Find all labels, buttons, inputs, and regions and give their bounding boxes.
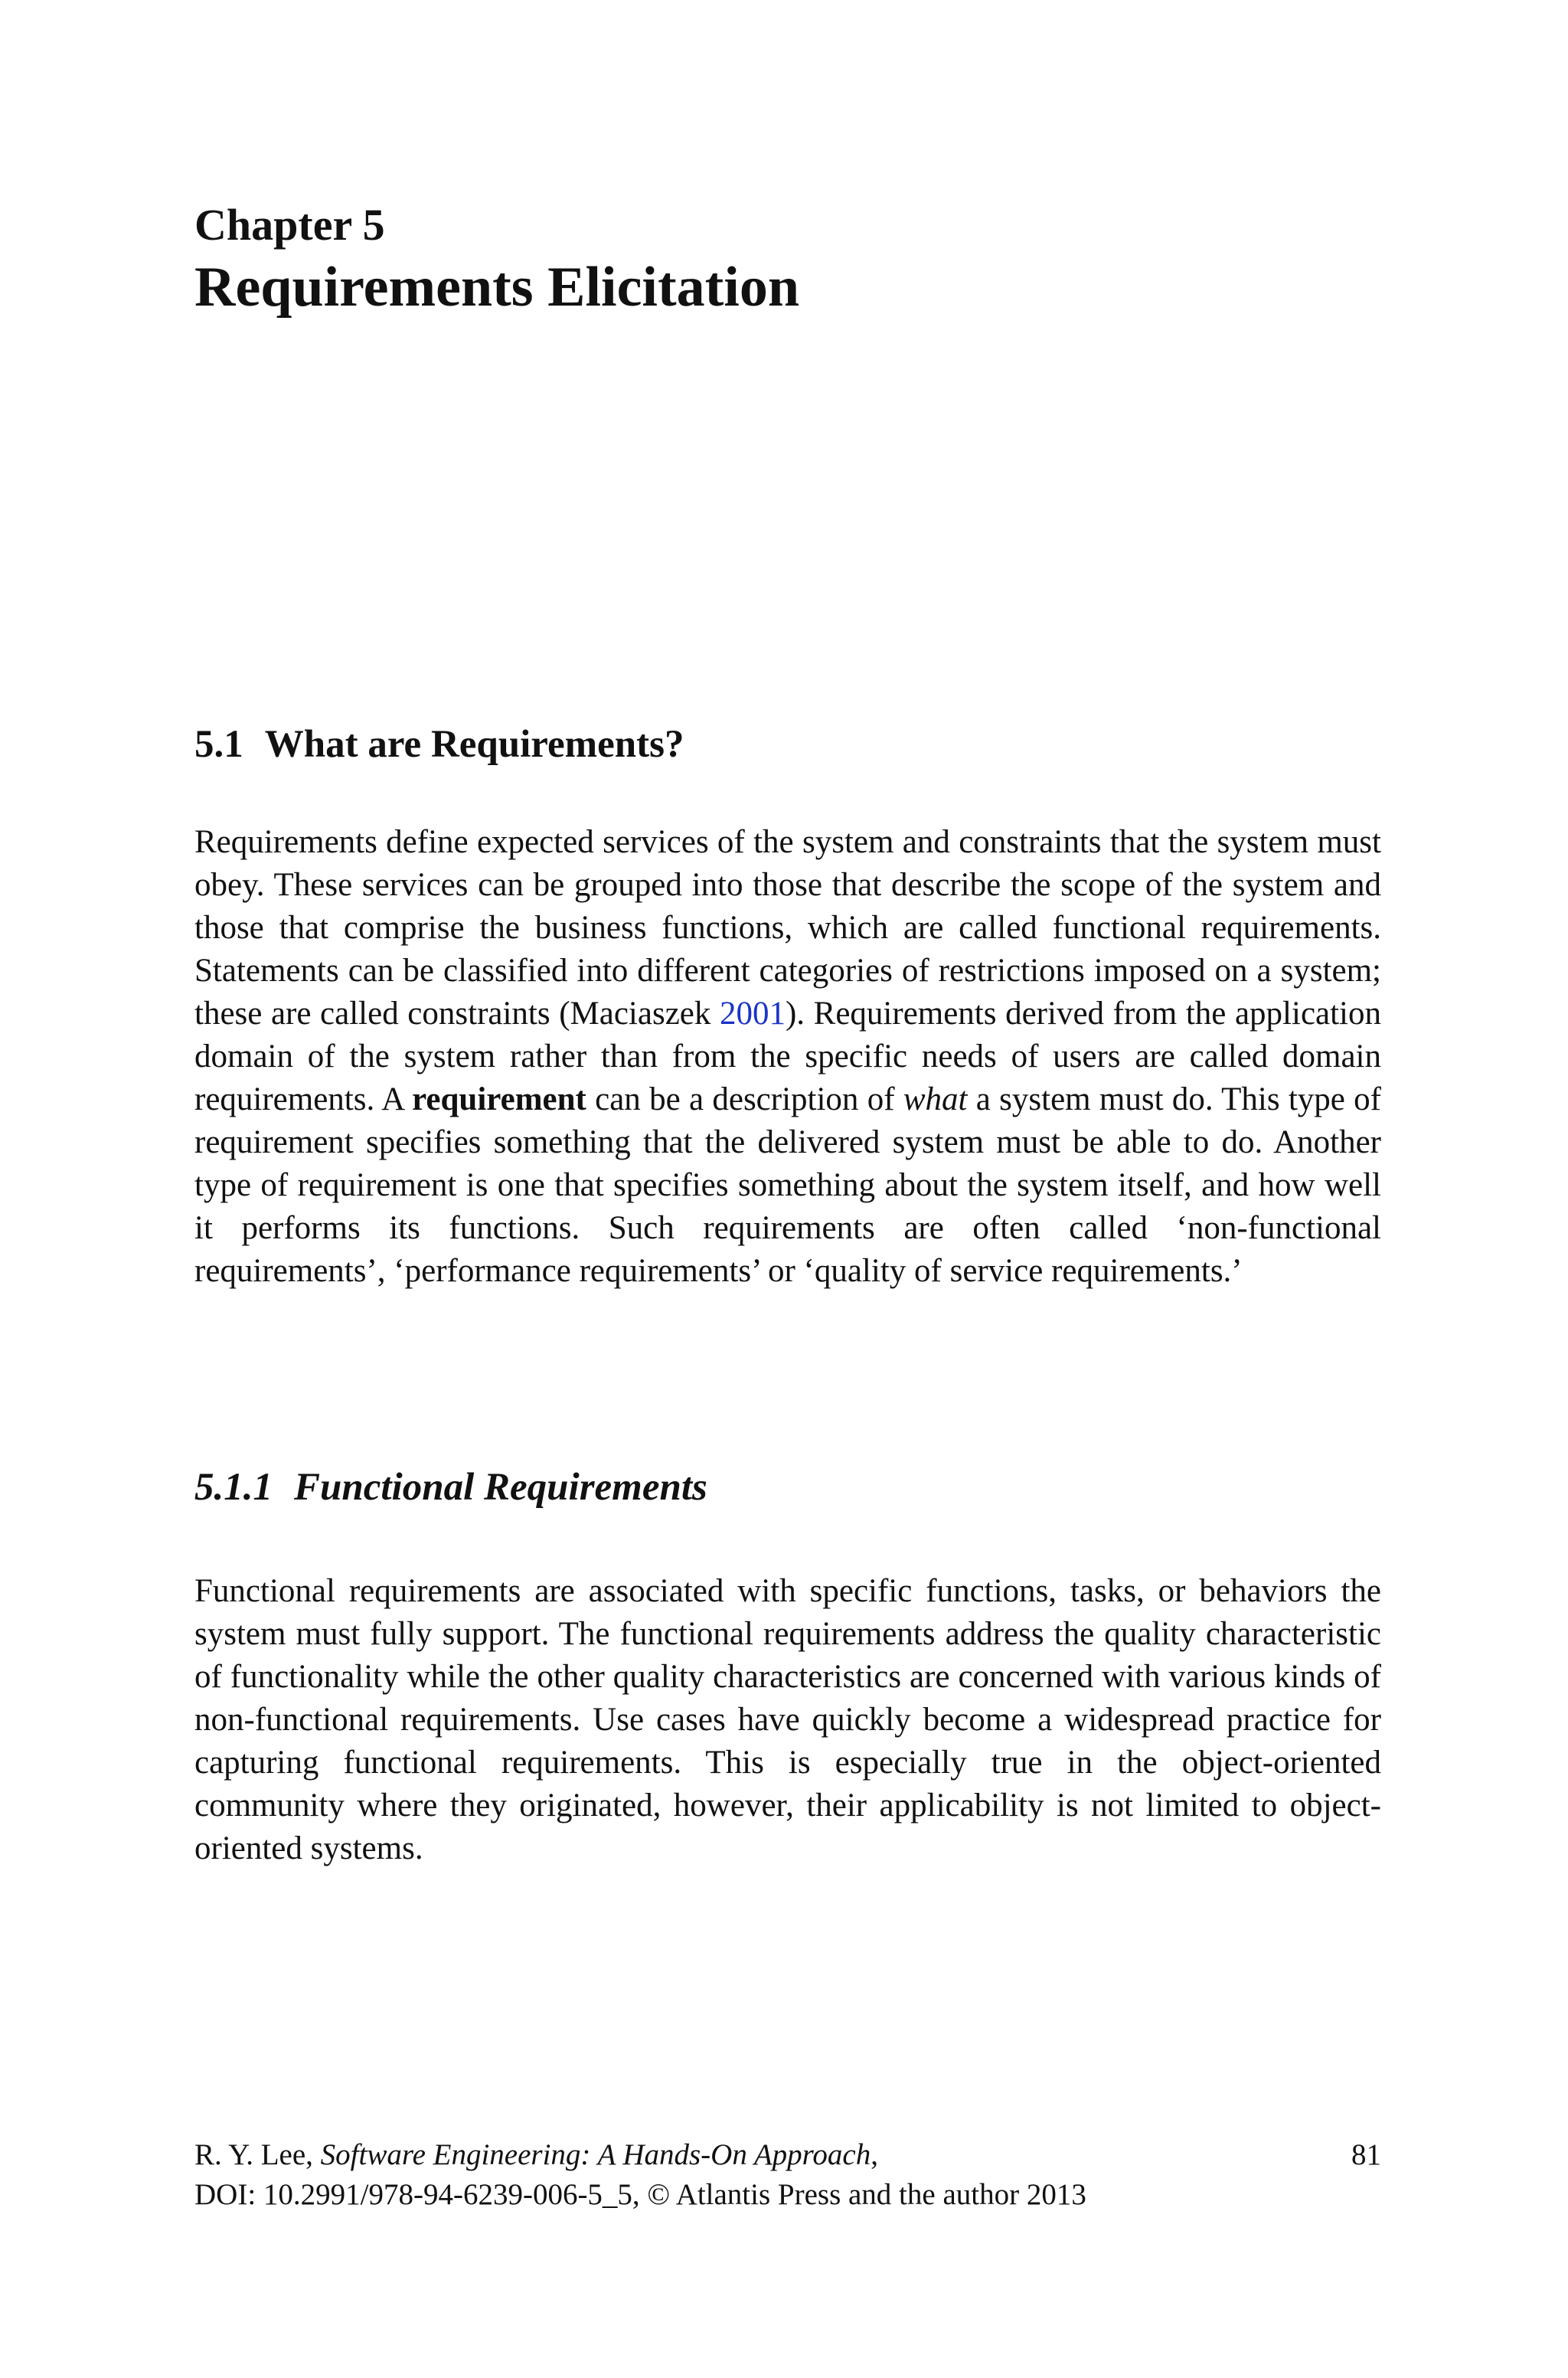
chapter-title: Requirements Elicitation [194, 256, 799, 319]
bold-term: requirement [412, 1081, 586, 1117]
chapter-header [194, 198, 799, 322]
chapter-label: Chapter 5 [194, 200, 385, 250]
page-footer [194, 2135, 1381, 2215]
paragraph-text: can be a description of [586, 1081, 903, 1117]
paragraph-text: ). Requirements derived from the application domain of the system rather than from the specific needs of users are called domain requirements. A [194, 996, 1382, 1117]
paragraph-text: a system must do. This type of requirement specifies something that the delivered system must be able to do. Another type of requirement is one that specifies something about the system itself, and how well it performs its functions. Such requirements are often called ‘non-functional requirements’, ‘performance requirements’ or ‘quality of service requirements.’ [194, 1081, 1381, 1289]
footer-citation-line [194, 2135, 1381, 2175]
italic-term: what [903, 1081, 968, 1117]
footer-author: R. Y. Lee, [194, 2138, 321, 2171]
section-number: 5.1 [194, 723, 243, 766]
section-5-1-paragraph [194, 821, 1381, 1293]
section-heading-5-1-1 [194, 1464, 707, 1510]
citation-link[interactable]: 2001 [719, 996, 786, 1032]
subsection-title: Functional Requirements [294, 1466, 707, 1509]
footer-doi-line: DOI: 10.2991/978-94-6239-006-5_5, © Atlantis Press and the author 2013 [194, 2178, 1086, 2211]
section-heading-5-1 [194, 721, 684, 767]
subsection-number: 5.1.1 [194, 1466, 273, 1509]
paragraph-text: Requirements define expected services of the system and constraints that the system must obey. These services can be grouped into those that describe the scope of the system and those that comprise the business functions, which are called functional requirements. Statements can be classified into different categories of restrictions imposed on a system; these are called constraints (Maciaszek [194, 824, 1381, 1032]
page-number: 81 [1351, 2138, 1381, 2171]
footer-book-title: Software Engineering: A Hands-On Approach [320, 2138, 871, 2171]
section-5-1-1-paragraph: Functional requirements are associated with specific functions, tasks, or behaviors the system must fully support. The functional requirements address the quality characteristic of functionality while the other quality characteristics are concerned with various kinds of non-functional requirements. Use cases have quickly become a widespread practice for capturing functional requirements. This is especially true in the object-oriented community where they originated, however, their applicability is not limited to object-oriented systems. [194, 1573, 1381, 1866]
section-title: What are Requirements? [264, 723, 684, 766]
footer-comma: , [871, 2138, 878, 2171]
